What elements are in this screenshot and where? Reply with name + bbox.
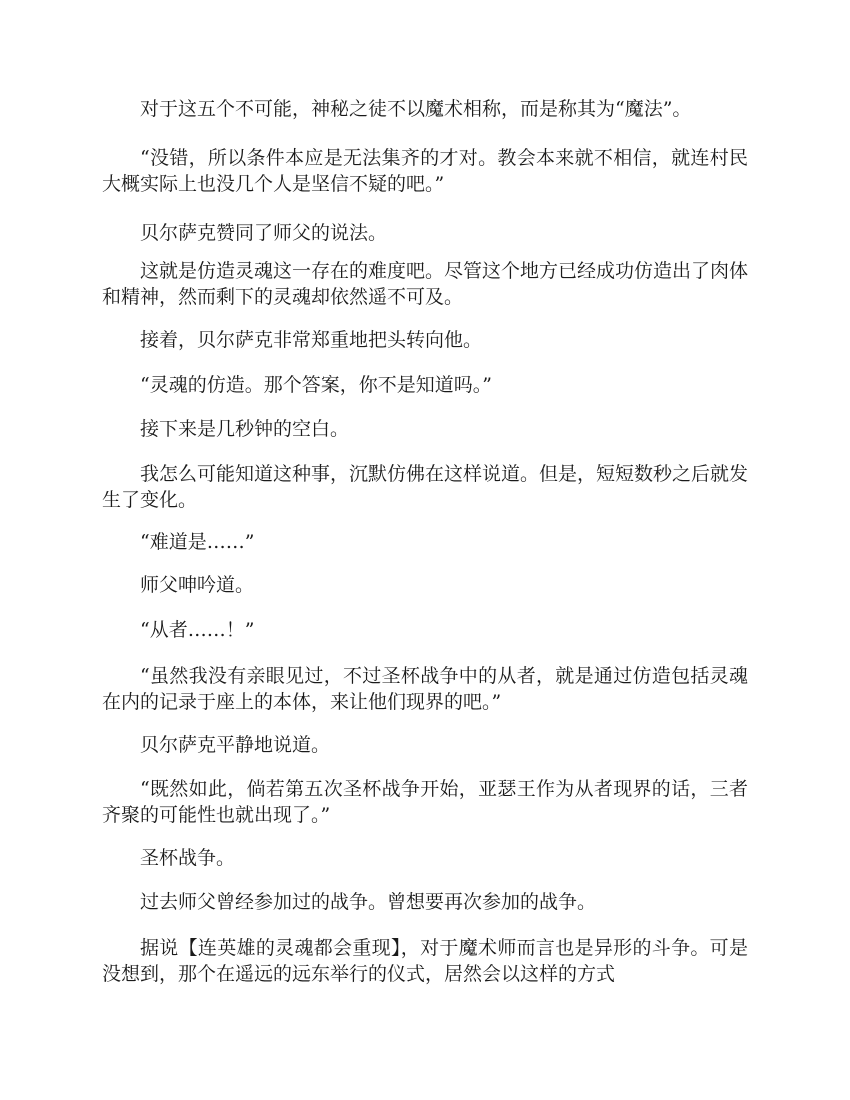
paragraph-10: 师父呻吟道。 bbox=[140, 574, 255, 596]
paragraph-9: “难道是……” bbox=[140, 531, 255, 553]
paragraph-13: 贝尔萨克平静地说道。 bbox=[140, 734, 331, 756]
paragraph-5: 接着，贝尔萨克非常郑重地把头转向他。 bbox=[140, 329, 483, 351]
paragraph-15: 圣杯战争。 bbox=[140, 847, 236, 869]
paragraph-11: “从者……！” bbox=[140, 619, 255, 641]
paragraph-4: 这就是仿造灵魂这一存在的难度吧。尽管这个地方已经成功仿造出了肉体和精神，然而剩下的灵魂却依然遥不可及。 bbox=[102, 260, 749, 308]
paragraph-16: 过去师父曾经参加过的战争。曾想要再次参加的战争。 bbox=[140, 891, 597, 913]
paragraph-8: 我怎么可能知道这种事，沉默仿佛在这样说道。但是，短短数秒之后就发生了变化。 bbox=[102, 463, 749, 511]
document-page bbox=[102, 0, 748, 1100]
paragraph-1: 对于这五个不可能，神秘之徒不以魔术相称，而是称其为“魔法”。 bbox=[140, 98, 692, 120]
paragraph-2: “没错，所以条件本应是无法集齐的才对。教会本来就不相信，就连村民大概实际上也没几个人是坚信不疑的吧。” bbox=[102, 147, 748, 195]
paragraph-12: “虽然我没有亲眼见过，不过圣杯战争中的从者，就是通过仿造包括灵魂在内的记录于座上的本体，来让他们现界的吧。” bbox=[102, 665, 748, 713]
paragraph-17: 据说【连英雄的灵魂都会重现】，对于魔术师而言也是异形的斗争。可是没想到，那个在遥远的远东举行的仪式，居然会以这样的方式 bbox=[102, 937, 748, 985]
paragraph-14: “既然如此，倘若第五次圣杯战争开始，亚瑟王作为从者现界的话，三者齐聚的可能性也就出现了。” bbox=[102, 778, 748, 826]
paragraph-7: 接下来是几秒钟的空白。 bbox=[140, 418, 350, 440]
paragraph-6: “灵魂的仿造。那个答案，你不是知道吗。” bbox=[140, 374, 492, 396]
paragraph-3: 贝尔萨克赞同了师父的说法。 bbox=[140, 222, 388, 244]
